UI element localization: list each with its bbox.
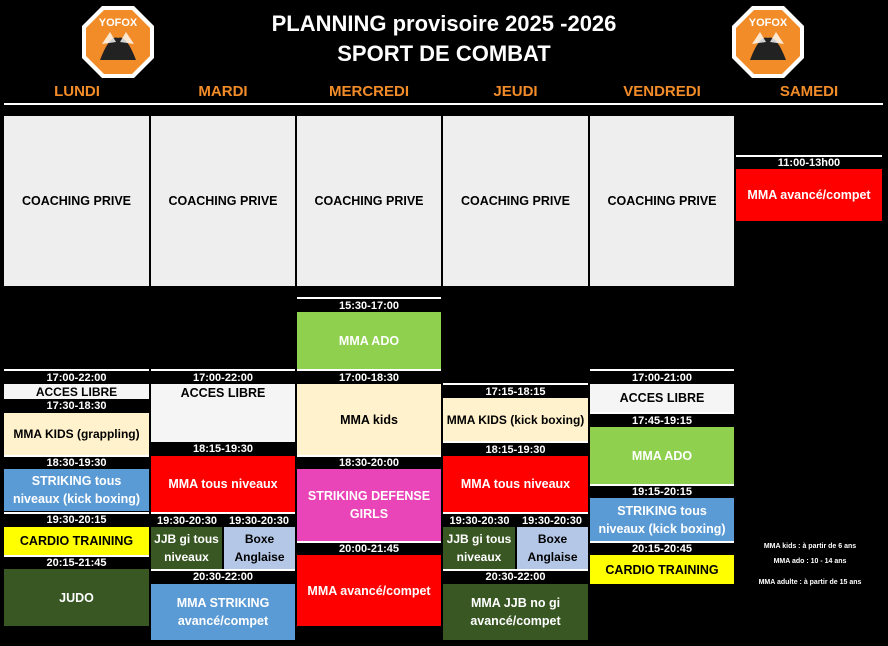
yofox-logo-left [80,4,156,80]
day-vendredi: VENDREDI [623,83,701,100]
jeudi-time-3a: 19:30-20:30 [443,512,516,527]
jeudi-time-2: 18:15-19:30 [443,441,588,456]
lundi-time-5: 20:15-21:45 [4,555,149,569]
jeudi-time-3b: 19:30-20:30 [516,512,588,527]
page-subtitle: SPORT DE COMBAT [337,41,551,66]
day-jeudi: JEUDI [493,83,538,100]
day-samedi: SAMEDI [779,83,839,100]
day-lundi: LUNDI [54,83,100,100]
yofox-logo-right [730,4,806,80]
jeudi-mma-jjb-nogi: MMA JJB no gi avancé/compet [443,584,588,640]
vendredi-time-1: 17:00-21:00 [590,369,734,384]
svg-text:YOFOX: YOFOX [98,17,138,29]
jeudi-time-4: 20:30-22:00 [443,569,588,583]
vendredi-time-3: 19:15-20:15 [590,484,734,498]
lundi-time-2: 17:30-18:30 [46,400,107,412]
vendredi-acces-libre: ACCES LIBRE [590,384,734,412]
jeudi-mma-kids: MMA KIDS (kick boxing) [443,398,588,441]
mercredi-time-0: 15:30-17:00 [297,297,441,312]
mardi-time-1: 17:00-22:00 [151,369,295,384]
lundi-time-1: 17:00-22:00 [4,369,149,384]
lundi-judo: JUDO [4,569,149,626]
page-title: PLANNING provisoire 2025 -2026 [271,11,617,36]
mercredi-mma-kids: MMA kids [297,384,441,455]
mercredi-striking-girls: STRIKING DEFENSE GIRLS [297,469,441,541]
mardi-jjb-gi: JJB gi tous niveaux [151,527,222,569]
mercredi-time-1: 17:00-18:30 [297,369,441,384]
coaching-mercredi: COACHING PRIVE [297,116,441,286]
coaching-jeudi: COACHING PRIVE [443,116,588,286]
jeudi-time-1: 17:15-18:15 [443,383,588,398]
mardi-acces-libre: ACCES LIBRE [151,384,295,442]
note-adulte: MMA adulte : à partir de 15 ans [758,579,862,586]
samedi-mma-avance: MMA avancé/compet [736,169,882,221]
mardi-time-4: 20:30-22:00 [151,569,295,583]
lundi-time-3: 18:30-19:30 [4,455,149,469]
mardi-time-3b: 19:30-20:30 [223,512,295,527]
mercredi-time-2: 18:30-20:00 [297,455,441,469]
note-kids: MMA kids : à partir de 6 ans [763,543,857,550]
mercredi-mma-ado: MMA ADO [297,312,441,369]
vendredi-striking: STRIKING tous niveaux (kick boxing) [590,498,734,541]
lundi-cardio: CARDIO TRAINING [4,527,149,555]
vendredi-time-2: 17:45-19:15 [590,412,734,427]
day-mardi: MARDI [198,83,248,100]
jeudi-jjb-gi: JJB gi tous niveaux [443,527,515,569]
coaching-mardi: COACHING PRIVE [151,116,295,286]
jeudi-mma-tous-niveaux: MMA tous niveaux [443,456,588,512]
mercredi-mma-avance: MMA avancé/compet [297,555,441,626]
mardi-time-3a: 19:30-20:30 [151,512,223,527]
coaching-vendredi: COACHING PRIVE [590,116,734,286]
jeudi-boxe-anglaise: Boxe Anglaise [517,527,588,569]
mercredi-time-3: 20:00-21:45 [297,541,441,555]
mardi-time-2: 18:15-19:30 [193,443,253,455]
lundi-striking: STRIKING tous niveaux (kick boxing) [4,469,149,511]
lundi-time-4: 19:30-20:15 [4,512,149,526]
note-ado: MMA ado : 10 - 14 ans [773,558,847,565]
header-divider [4,103,883,105]
coaching-lundi: COACHING PRIVE [4,116,149,286]
day-mercredi: MERCREDI [328,83,409,100]
lundi-mma-kids: MMA KIDS (grappling) [4,413,149,455]
vendredi-cardio: CARDIO TRAINING [590,555,734,584]
mardi-boxe-anglaise: Boxe Anglaise [224,527,295,569]
svg-text:YOFOX: YOFOX [748,17,788,29]
vendredi-mma-ado: MMA ADO [590,427,734,484]
samedi-time: 11:00-13h00 [736,155,882,169]
lundi-acces-libre: ACCES LIBRE [4,384,149,399]
mardi-mma-tous-niveaux: MMA tous niveaux [151,456,295,512]
vendredi-time-4: 20:15-20:45 [590,541,734,555]
mardi-mma-striking: MMA STRIKING avancé/compet [151,584,295,640]
